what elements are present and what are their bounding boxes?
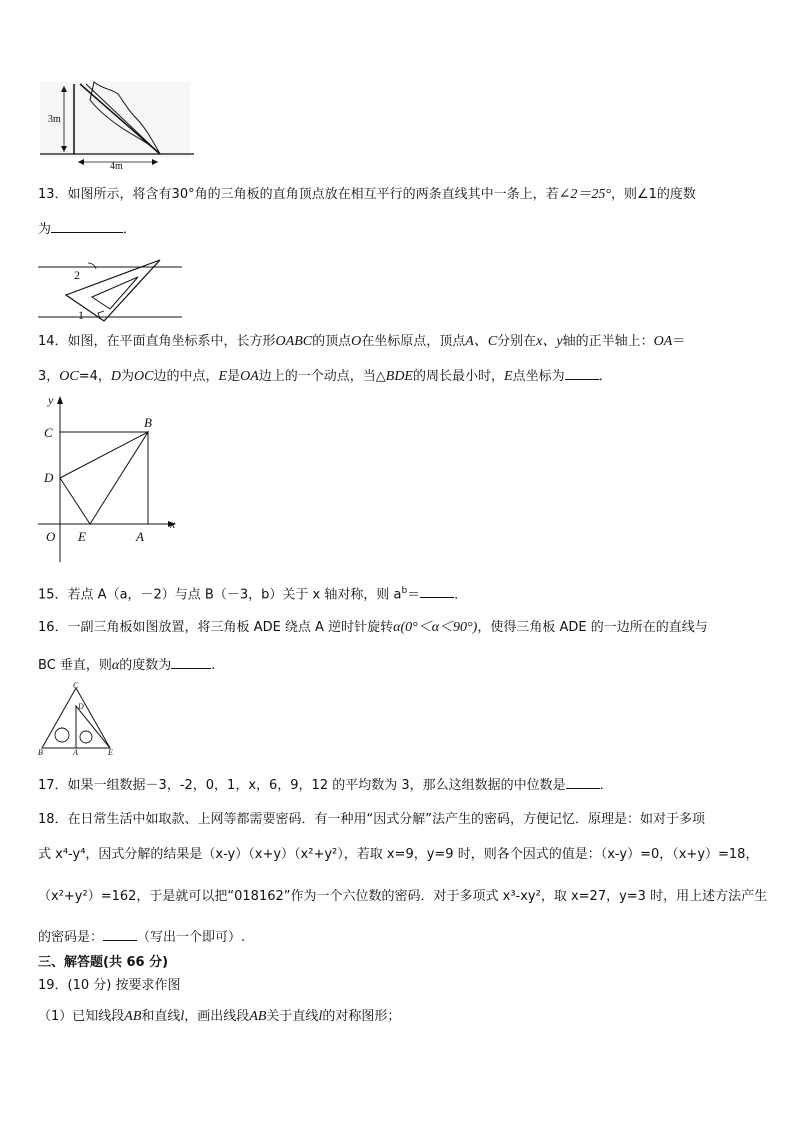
q18-line1: 18．在日常生活中如取款、上网等都需要密码．有一种用“因式分解”法产生的密码，方便记忆．原理是：如对于多项 <box>38 812 706 827</box>
fig13-label-2: 2 <box>74 268 80 282</box>
fig16-label-d: D <box>78 702 84 711</box>
fig14-label-c: C <box>44 425 53 440</box>
q18-line4: 的密码是： （写出一个即可）. <box>38 926 245 947</box>
fig16-label-b: B <box>38 748 43 756</box>
q18-line2: 式 x⁴-y⁴，因式分解的结果是（x-y）（x+y）（x²+y²），若取 x=9，y=9 时，则各个因式的值是：（x-y）=0，（x+y）=18， <box>38 847 759 862</box>
q15-answer-blank[interactable] <box>420 583 454 598</box>
fig16-label-a: A <box>73 748 78 756</box>
q17-line: 17．如果一组数据－3，-2，0，1，x，6，9，12 的平均数为 3，那么这组数据的中位数是 ． <box>38 774 613 795</box>
fig14-label-d: D <box>44 470 54 485</box>
fig16-label-c: C <box>73 681 79 690</box>
q15-line: 15．若点 A（a，－2）与点 B（－3，b）关于 x 轴对称，则 $a^b=$ ． <box>38 582 467 604</box>
fig14-label-y: y <box>48 393 54 407</box>
fig13-label-1: 1 <box>78 308 84 322</box>
q14-answer-blank[interactable] <box>565 365 599 380</box>
fig14-label-b: B <box>144 415 152 430</box>
section-three-heading: 三、解答题(共 66 分) <box>38 955 169 970</box>
fig14-label-e: E <box>78 529 86 544</box>
figure-q16 <box>36 680 120 756</box>
q14-line2: 3，OC=4，D为OC边的中点，E是OA边上的一个动点，当△BDE的周长最小时，E点坐标为 ． <box>38 365 612 386</box>
q14-line1: 14．如图，在平面直角坐标系中，长方形OABC的顶点O在坐标原点，顶点A、C分别在x、y轴的正半轴上：OA＝ <box>38 334 686 349</box>
q16-line2: BC 垂直，则α的度数为 . <box>38 654 215 675</box>
q13-line1: 13．如图所示，将含有30°角的三角板的直角顶点放在相互平行的两条直线其中一条上，若∠2＝25°，则∠1的度数 <box>38 187 696 202</box>
q18-answer-blank[interactable] <box>103 926 137 941</box>
q13-answer-blank[interactable] <box>51 218 123 233</box>
q19-title: 19．(10 分) 按要求作图 <box>38 978 181 993</box>
q17-answer-blank[interactable] <box>566 774 600 789</box>
fig16-label-e: E <box>108 748 113 756</box>
q13-line2: 为 ． <box>38 218 136 239</box>
figure-q14 <box>38 392 188 568</box>
q19-part1: （1）已知线段AB和直线l，画出线段AB关于直线l的对称图形； <box>38 1009 401 1024</box>
figure-q12 <box>38 80 198 172</box>
q18-line3: （x²+y²）=162，于是就可以把“018162”作为一个六位数的密码．对于多项式 x³-xy²，取 x=27，y=3 时，用上述方法产生 <box>38 889 768 904</box>
fig14-label-x: x <box>170 517 176 531</box>
fig14-label-o: O <box>46 529 56 544</box>
figure-q13 <box>38 255 188 323</box>
fig12-width-label: 4m <box>110 161 123 172</box>
fig12-height-label: 3m <box>48 114 61 125</box>
q16-answer-blank[interactable] <box>171 654 211 669</box>
q16-line1: 16．一副三角板如图放置，将三角板 ADE 绕点 A 逆时针旋转α(0°＜α＜90°)，使得三角板 ADE 的一边所在的直线与 <box>38 620 708 635</box>
fig14-label-a: A <box>136 529 144 544</box>
